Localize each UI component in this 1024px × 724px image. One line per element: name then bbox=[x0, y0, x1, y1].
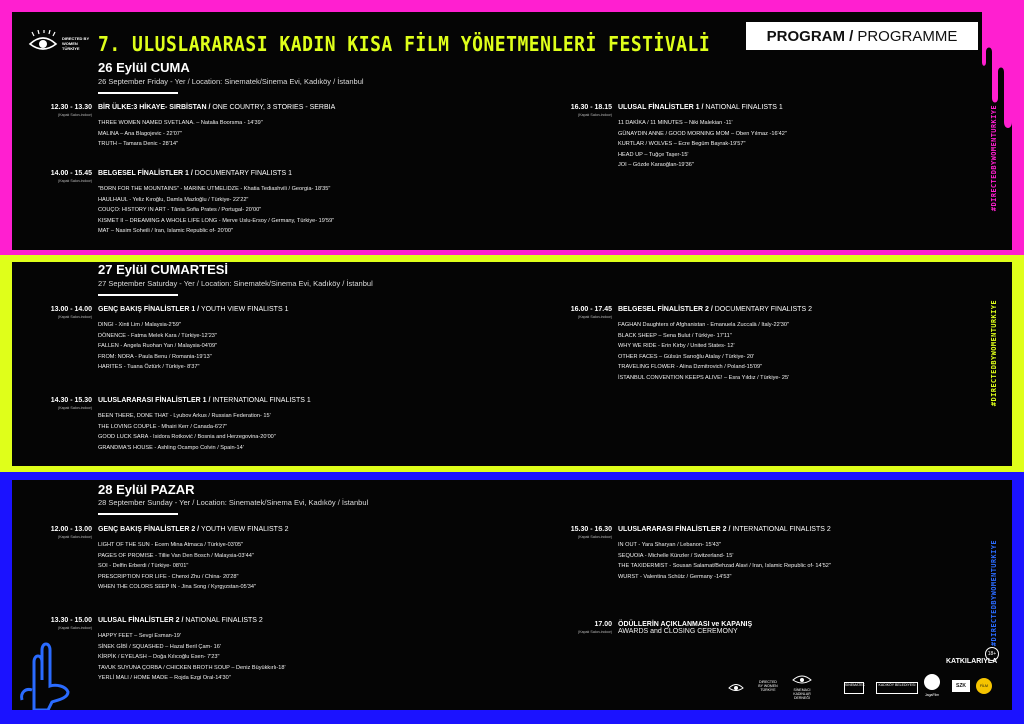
session-time: 12.00 - 13.00 bbox=[50, 526, 92, 533]
session-heading bbox=[98, 170, 292, 177]
film-item: DÖNENCE - Fatma Melek Kara / Türkiye-12'23" bbox=[98, 332, 217, 339]
session-heading bbox=[98, 397, 311, 404]
film-item: "BORN FOR THE MOUNTAINS" - MARINE UTMELIDZE - Khatia Tediashvili / Georgia- 18'35" bbox=[98, 186, 331, 192]
session-heading-rest: DOCUMENTARY FINALISTS 1 bbox=[192, 170, 292, 177]
session-heading-bold: BELGESEL FİNALİSTLER 1 / bbox=[98, 170, 193, 177]
session-heading-rest: NATIONAL FINALISTS 1 bbox=[703, 104, 783, 111]
festival-title: 7. ULUSLARARASI KADIN KISA FİLM YÖNETMENLERİ FESTİVALİ bbox=[98, 32, 711, 57]
day-divider-2 bbox=[98, 294, 178, 296]
film-list bbox=[618, 118, 787, 171]
session-location: (Kapalı Salon-indoor) bbox=[578, 315, 612, 319]
film-item: THE LOVING COUPLE - Mhairi Kerr / Canada-6'27" bbox=[98, 423, 228, 430]
film-list bbox=[98, 411, 276, 453]
session-time: 16.30 - 18.15 bbox=[570, 104, 612, 111]
film-item: AWARDS and CLOSING CEREMONY bbox=[618, 628, 738, 635]
session-heading-rest: ONE COUNTRY, 3 STORIES - SERBIA bbox=[210, 104, 336, 111]
session-heading bbox=[98, 526, 288, 533]
film-item: SEQUOIA - Michelle Künzler / Switzerland- 15' bbox=[618, 552, 734, 559]
film-item: KİRPİK / EYELASH – Doğa Kılıcoğlu Esen- 7'23" bbox=[98, 654, 220, 661]
session-heading bbox=[618, 526, 831, 533]
session-time: 12.30 - 13.30 bbox=[50, 104, 92, 111]
film-item: TRAVELING FLOWER - Alina Dzmitrovich / Poland-15'09" bbox=[618, 364, 763, 371]
session-heading-bold: ULUSLARARASI FİNALİSTLER 2 / bbox=[618, 526, 731, 533]
session-heading bbox=[98, 104, 335, 111]
film-item: TAVUK SUYUNA ÇORBA / CHICKEN BROTH SOUP – Deniz Büyükkırlı-18' bbox=[98, 664, 286, 671]
program-label-bold: PROGRAM / bbox=[766, 27, 854, 45]
session-location: (Kapalı Salon-indoor) bbox=[58, 626, 92, 630]
session-time: 13.00 - 14.00 bbox=[50, 306, 92, 313]
film-item: İSTANBUL CONVENTION KEEPS ALIVE! – Esra Yıldız / Türkiye- 25' bbox=[618, 374, 790, 381]
session-location: (Kapalı Salon-indoor) bbox=[578, 113, 612, 117]
sponsor-film: FİLM bbox=[976, 678, 992, 694]
film-item: DINGI - Xinti Lim / Malaysia-2'59" bbox=[98, 322, 181, 328]
film-item: MALINA – Ana Blagojevic - 22'07" bbox=[98, 130, 182, 137]
film-item: BEEN THERE, DONE THAT - Lyubov Arkus / Russian Federation- 15' bbox=[98, 413, 271, 419]
film-item: HAULHAUL - Yeliz Kıroğlu, Damla Mazloğlu / Türkiye- 22'22" bbox=[98, 196, 249, 203]
session-location: (Kapalı Salon-indoor) bbox=[578, 535, 612, 539]
session-heading-bold: ULUSLARARASI FİNALİSTLER 1 / bbox=[98, 397, 211, 404]
session-heading-rest: INTERNATIONAL FINALISTS 1 bbox=[210, 397, 311, 404]
jagafilm-logo-icon bbox=[924, 674, 940, 690]
day-subtitle-1: 26 September Friday - Yer / Location: Sinematek/Sinema Evi, Kadıköy / İstanbul bbox=[98, 77, 364, 86]
session-heading bbox=[618, 306, 812, 313]
sponsor-sinematek: SİNEMATEK bbox=[844, 682, 864, 694]
sponsor-dbw: DIRECTED BY WOMEN TÜRKİYE bbox=[758, 680, 778, 692]
session-location: (Kapalı Salon-indoor) bbox=[58, 113, 92, 117]
film-list bbox=[98, 184, 334, 237]
day-title-3: 28 Eylül PAZAR bbox=[98, 482, 195, 497]
film-item: JOI – Gözde Karaoğlan-19'36" bbox=[618, 162, 694, 169]
dbw-logo-icon bbox=[728, 680, 754, 694]
day-divider-1 bbox=[98, 92, 178, 94]
sponsor-jagafilm: JagaFilm bbox=[924, 693, 940, 697]
film-item: BLACK SHEEP – Sena Bulut / Türkiye- 17'11" bbox=[618, 332, 732, 339]
film-item: FROM: NORA - Paula Benu / Romania-19'13" bbox=[98, 353, 212, 360]
hashtag-vertical-1: #DIRECTEDBYWOMENTURKIYE bbox=[990, 105, 998, 212]
film-item: COUÇO: HISTORY IN ART - Tânia Sofia Prates / Portugal- 20'00" bbox=[98, 207, 262, 214]
session-heading-rest: DOCUMENTARY FINALISTS 2 bbox=[712, 306, 812, 313]
session-time: 16.00 - 17.45 bbox=[570, 306, 612, 313]
film-item: WHY WE RIDE - Erin Kirby / United States- 12' bbox=[618, 343, 735, 350]
day-title-2: 27 Eylül CUMARTESİ bbox=[98, 262, 229, 277]
film-item: WURST - Valentina Schütz / Germany -14'53" bbox=[618, 573, 732, 580]
hashtag-vertical-3: #DIRECTEDBYWOMENTURKIYE bbox=[990, 540, 998, 647]
film-item: GÜNAYDIN ANNE / GOOD MORNING MOM – Oben Yılmaz -16'42" bbox=[618, 130, 787, 137]
session-time: 13.30 - 15.00 bbox=[50, 617, 92, 624]
film-item: YERLİ MALI / HOME MADE – Rojda Ezgi Oral-14'30" bbox=[98, 675, 231, 682]
film-list bbox=[618, 540, 831, 582]
film-item: THREE WOMEN NAMED SVETLANA. – Natalia Boorsma - 14'39" bbox=[98, 120, 263, 126]
sponsor-sinemaci-kadinlar: SİNEMACI KADINLAR DERNEĞİ bbox=[793, 688, 811, 700]
film-item: PAGES OF PROMISE - Tillie Van Den Bosch / Malaysia-03'44" bbox=[98, 552, 254, 559]
film-item: SOI - Delfin Erberdi / Türkiye- 08'01" bbox=[98, 563, 189, 570]
film-item: KURTLAR / WOLVES – Ecre Begüm Bayrak-19'57" bbox=[618, 141, 746, 148]
hashtag-vertical-2: #DIRECTEDBYWOMENTURKIYE bbox=[990, 300, 998, 407]
sponsor-szk: SZK bbox=[952, 680, 970, 692]
session-heading-rest: YOUTH VIEW FINALISTS 1 bbox=[199, 306, 289, 313]
film-item: LIGHT OF THE SUN - Ecem Mina Atmaca / Türkiye-03'05" bbox=[98, 542, 244, 548]
film-item: TRUTH – Tamara Denic - 28'14" bbox=[98, 141, 179, 148]
film-item: KISMET II – DREAMING A WHOLE LIFE LONG - Merve Uslu-Ersoy / Germany, Türkiye- 19'59" bbox=[98, 217, 335, 224]
film-item: PRESCRIPTION FOR LIFE - Chenxi Zhu / China- 20'28" bbox=[98, 573, 239, 580]
film-item: FALLEN - Angela Ruohan Yan / Malaysia-04'09" bbox=[98, 343, 218, 350]
logo-text: DIRECTED BY WOMEN TÜRKİYE bbox=[62, 36, 90, 51]
film-list bbox=[618, 627, 738, 638]
program-label bbox=[746, 22, 978, 50]
film-item: FAGHAN Daughters of Afghanistan - Emanuela Zuccalà / Italy-22'30" bbox=[618, 322, 789, 328]
session-heading-rest: YOUTH VIEW FINALISTS 2 bbox=[199, 526, 289, 533]
film-item: HARITES - Tuana Öztürk / Türkiye- 8'37" bbox=[98, 364, 200, 371]
session-heading-bold: ULUSAL FİNALİSTLER 1 / bbox=[618, 104, 704, 111]
session-time: 15.30 - 16.30 bbox=[570, 526, 612, 533]
sponsor-kadikoy: KADIKÖY BELEDİYESİ bbox=[876, 682, 918, 694]
film-item: SİNEK GİBİ / SQUASHED – Hazal Beril Çam- 16' bbox=[98, 643, 221, 650]
contributors-label: KATKILARIYLA bbox=[946, 658, 998, 665]
session-heading-bold: GENÇ BAKIŞ FİNALİSTLER 2 / bbox=[98, 526, 200, 533]
sinemaci-kadinlar-logo-icon bbox=[792, 672, 812, 686]
film-item: WHEN THE COLORS SEEP IN - Jina Song / Kyrgyzstan-05'34" bbox=[98, 584, 256, 591]
session-location: (Kapalı Salon-indoor) bbox=[58, 179, 92, 183]
session-heading-bold: ÖDÜLLERİN AÇIKLANMASI ve KAPANIŞ bbox=[618, 621, 753, 628]
film-list bbox=[98, 118, 263, 150]
day-title-1: 26 Eylül CUMA bbox=[98, 60, 190, 75]
film-item: OTHER FACES – Gülsün Sarıoğlu Atalay / Türkiye- 20' bbox=[618, 353, 755, 360]
film-item: 11 DAKİKA / 11 MINUTES – Niki Malekian -11' bbox=[618, 120, 733, 126]
session-time: 14.30 - 15.30 bbox=[50, 397, 92, 404]
film-list bbox=[98, 540, 256, 593]
film-list bbox=[98, 320, 217, 373]
session-location: (Kapalı Salon-indoor) bbox=[578, 630, 612, 634]
session-time: 14.00 - 15.45 bbox=[50, 170, 92, 177]
session-heading-bold: GENÇ BAKIŞ FİNALİSTLER 1 / bbox=[98, 306, 200, 313]
session-heading-bold: BELGESEL FİNALİSTLER 2 / bbox=[618, 306, 713, 313]
session-time: 17.00 bbox=[594, 621, 612, 628]
day-divider-3 bbox=[98, 513, 178, 515]
session-location: (Kapalı Salon-indoor) bbox=[58, 535, 92, 539]
session-heading-rest: NATIONAL FINALISTS 2 bbox=[183, 617, 263, 624]
film-item: IN OUT - Yara Sharyan / Lebanon- 15'43" bbox=[618, 542, 721, 548]
session-heading-bold: BİR ÜLKE:3 HİKAYE- SIRBİSTAN / bbox=[98, 104, 211, 111]
film-item: MAT – Nasim Soheili / Iran, Islamic Republic of- 20'00" bbox=[98, 228, 233, 235]
sponsor-logos bbox=[728, 672, 992, 708]
day-subtitle-3: 28 September Sunday - Yer / Location: Sinematek/Sinema Evi, Kadıköy / İstanbul bbox=[98, 498, 369, 507]
day-subtitle-2: 27 September Saturday - Yer / Location: Sinematek/Sinema Evi, Kadıköy / İstanbul bbox=[98, 279, 373, 288]
film-item: HAPPY FEET – Sevgi Esman-19' bbox=[98, 633, 181, 639]
session-heading-bold: ULUSAL FİNALİSTLER 2 / bbox=[98, 617, 184, 624]
film-list bbox=[618, 320, 789, 384]
age-rating-badge: 18+ bbox=[985, 647, 999, 661]
session-heading bbox=[98, 617, 263, 624]
program-label-rest: PROGRAMME bbox=[857, 27, 958, 45]
session-heading bbox=[618, 104, 783, 111]
film-item: THE TAXIDERMIST - Sousan Salamat/Behzad Alavi / Iran, Islamic Republic of- 14'52" bbox=[618, 563, 831, 570]
film-item: GOOD LUCK SARA - Isidora Rotković / Bosnia and Herzegovina-20'00" bbox=[98, 434, 276, 441]
film-item: GRANDMA'S HOUSE - Ashling Ocampo Colvin / Spain-14' bbox=[98, 444, 244, 451]
film-item: HEAD UP – Tuğçe Taşer-15' bbox=[618, 151, 689, 158]
session-heading bbox=[98, 306, 288, 313]
session-location: (Kapalı Salon-indoor) bbox=[58, 406, 92, 410]
film-list bbox=[98, 631, 286, 684]
session-heading-rest: INTERNATIONAL FINALISTS 2 bbox=[730, 526, 831, 533]
festival-header bbox=[28, 28, 711, 64]
session-location: (Kapalı Salon-indoor) bbox=[58, 315, 92, 319]
hand-icon bbox=[12, 640, 72, 710]
